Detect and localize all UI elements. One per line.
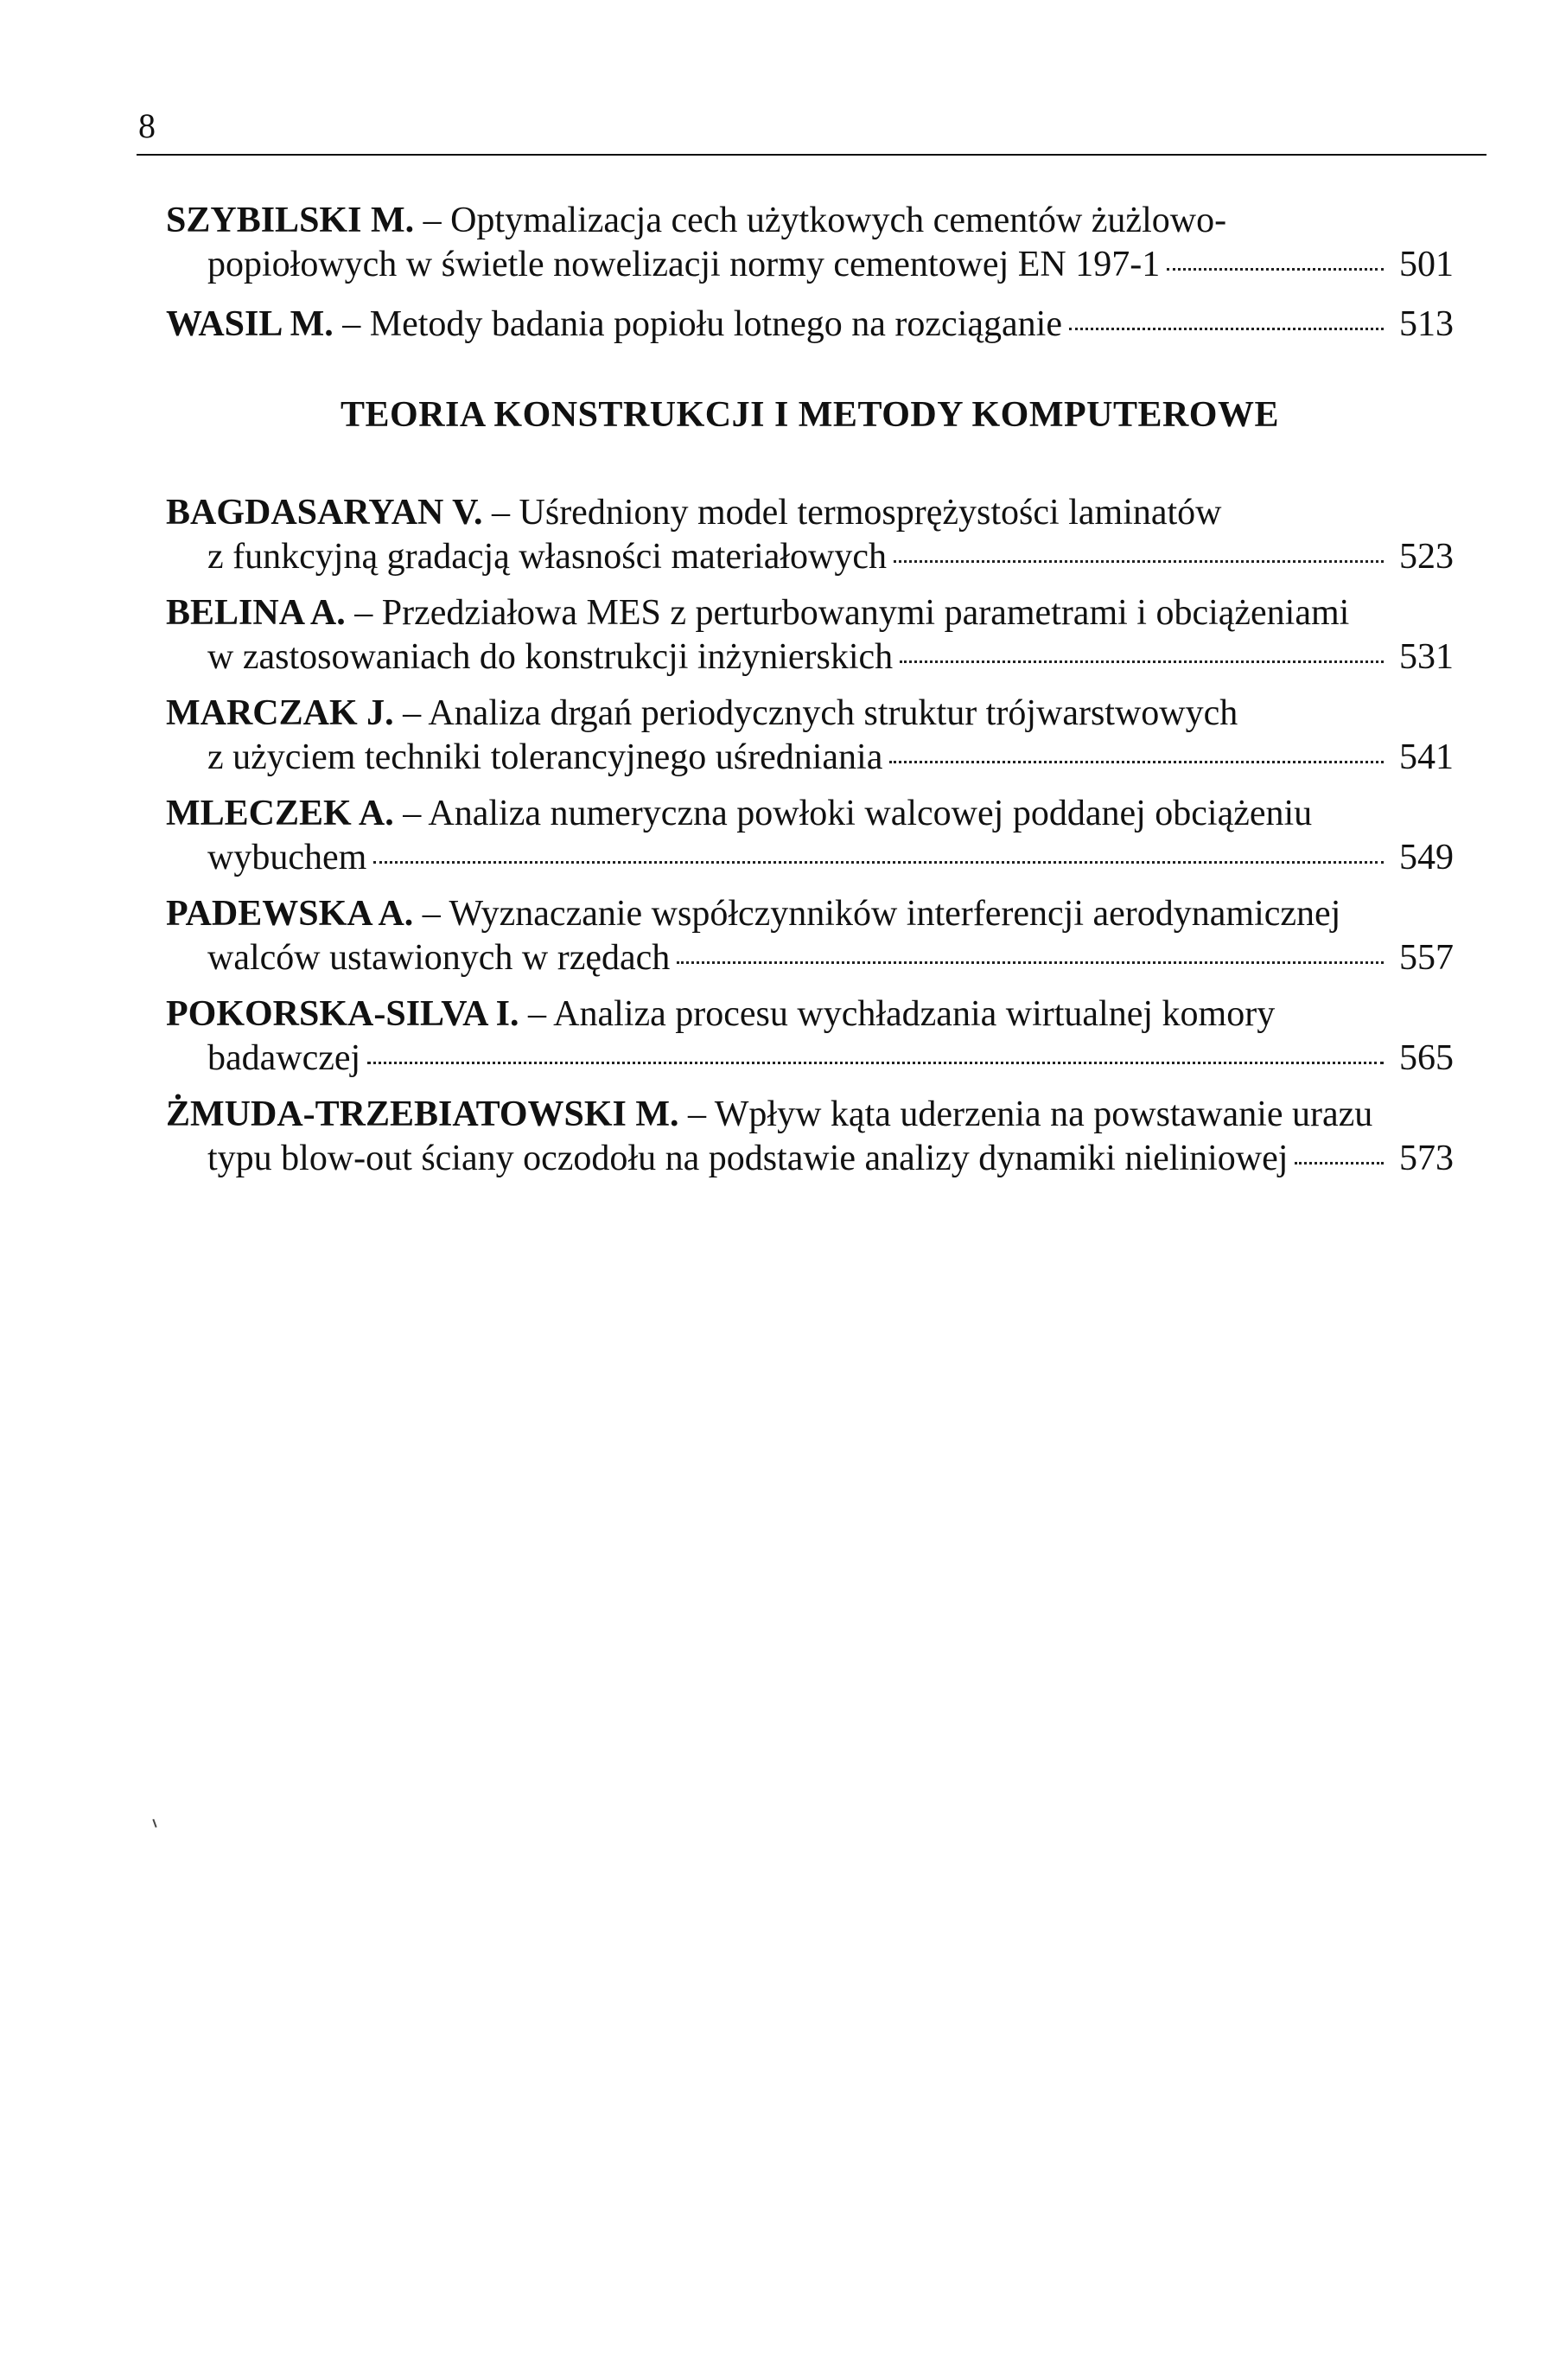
toc-entry [166,199,1454,287]
toc-entry [166,992,1454,1081]
toc-entry [166,892,1454,980]
toc-entry-first-line [166,491,1454,535]
toc-entry-title-continued: badawczej [207,1038,361,1078]
toc-entry-author: BELINA A. [166,593,346,633]
toc-entry-separator: – [333,304,370,344]
toc-entry-last-line [166,635,1454,680]
toc-entry-separator: – [345,593,382,633]
section-heading: TEORIA KONSTRUKCJI I METODY KOMPUTEROWE [341,395,1279,435]
toc-entry-title: Analiza procesu wychładzania wirtualnej komory [553,994,1276,1034]
toc-entry-first-line [166,1093,1454,1137]
toc-entry [166,1093,1454,1181]
toc-entry-author: MARCZAK J. [166,693,394,733]
scan-speck [152,1819,156,1828]
toc-entry-page: 541 [1399,737,1454,777]
toc-entry-line [166,303,1062,347]
toc-entry-page: 513 [1399,304,1454,344]
toc-entry [166,303,1454,347]
toc-entry-separator: – [678,1094,715,1134]
toc-entry-page: 557 [1399,938,1454,978]
toc-entry-separator: – [393,794,429,833]
toc-entry-title-continued: z funkcyjną gradacją własności materiałowych [207,537,888,577]
toc-entry [166,692,1454,780]
toc-entry-author: MLECZEK A. [166,794,394,833]
toc-entry-first-line [166,892,1454,936]
toc-entry-last-line [166,936,1454,980]
toc-entry-first-line [166,591,1454,635]
toc-entry-separator: – [393,693,429,733]
toc-entry-author: POKORSKA-SILVA I. [166,994,519,1034]
toc-entry-last-line [166,535,1454,579]
toc-entry-page: 531 [1399,637,1454,677]
toc-entry-title: Wyznaczanie współczynników interferencji aerodynamicznej [449,894,1341,934]
toc-entry-separator: – [414,201,451,240]
toc-entry-title: Analiza drgań periodycznych struktur trójwarstwowych [428,693,1238,733]
toc-entry-title-continued: w zastosowaniach do konstrukcji inżynierskich [207,637,894,677]
toc-entry-last-line [166,1037,1454,1081]
toc-entry-separator: – [413,894,449,934]
toc-entry-title: Uśredniony model termosprężystości laminatów [519,493,1222,533]
toc-entry [166,591,1454,680]
toc-entry-title: Metody badania popiołu lotnego na rozciąganie [369,304,1062,344]
toc-entry-author: SZYBILSKI M. [166,201,415,240]
toc-entry-author: WASIL M. [166,304,334,344]
toc-entry-author: PADEWSKA A. [166,894,414,934]
toc-entry-last-line [166,736,1454,780]
toc-entry-page: 573 [1399,1139,1454,1178]
dot-leader [367,1062,1384,1064]
page-number: 8 [138,106,156,145]
dot-leader [677,961,1384,964]
toc-entry-title-continued: popiołowych w świetle nowelizacji normy cementowej EN 197-1 [207,245,1161,284]
toc-entry-title-continued: z użyciem techniki tolerancyjnego uśredniania [207,737,883,777]
toc-entry-first-line [166,692,1454,736]
toc-entry-first-line [166,199,1454,243]
toc-entry-title: Wpływ kąta uderzenia na powstawanie urazu [714,1094,1373,1134]
toc-entry-last-line [166,836,1454,880]
toc-entry-separator: – [519,994,554,1034]
dot-leader [1069,328,1384,330]
dot-leader [1295,1162,1384,1164]
header-rule [137,154,1486,156]
toc-entry-title: Przedziałowa MES z perturbowanymi parametrami i obciążeniami [381,593,1350,633]
dot-leader [894,560,1384,563]
toc-entry-author: ŻMUDA-TRZEBIATOWSKI M. [166,1094,679,1134]
toc-entry-page: 523 [1399,537,1454,577]
dot-leader [900,660,1384,663]
toc-entry-title: Analiza numeryczna powłoki walcowej poddanej obciążeniu [428,794,1313,833]
toc-entry [166,491,1454,579]
dot-leader [889,761,1384,763]
toc-entry-title-continued: walców ustawionych w rzędach [207,938,671,978]
toc-entry-title-continued: typu blow-out ściany oczodołu na podstawie analizy dynamiki nieliniowej [207,1139,1289,1178]
toc-entry [166,792,1454,880]
dot-leader [1167,268,1384,271]
table-of-contents [166,199,1454,1181]
toc-entry-first-line [166,792,1454,836]
toc-entry-separator: – [482,493,519,533]
toc-entry-last-line [166,1137,1454,1181]
toc-entry-title-continued: wybuchem [207,838,367,877]
toc-entry-page: 549 [1399,838,1454,877]
toc-entry-page: 565 [1399,1038,1454,1078]
toc-entry-author: BAGDASARYAN V. [166,493,483,533]
dot-leader [373,861,1384,864]
toc-entry-page: 501 [1399,245,1454,284]
toc-entry-last-line [166,243,1454,287]
toc-entry-first-line [166,992,1454,1037]
toc-entry-title: Optymalizacja cech użytkowych cementów żużlowo- [450,201,1227,240]
